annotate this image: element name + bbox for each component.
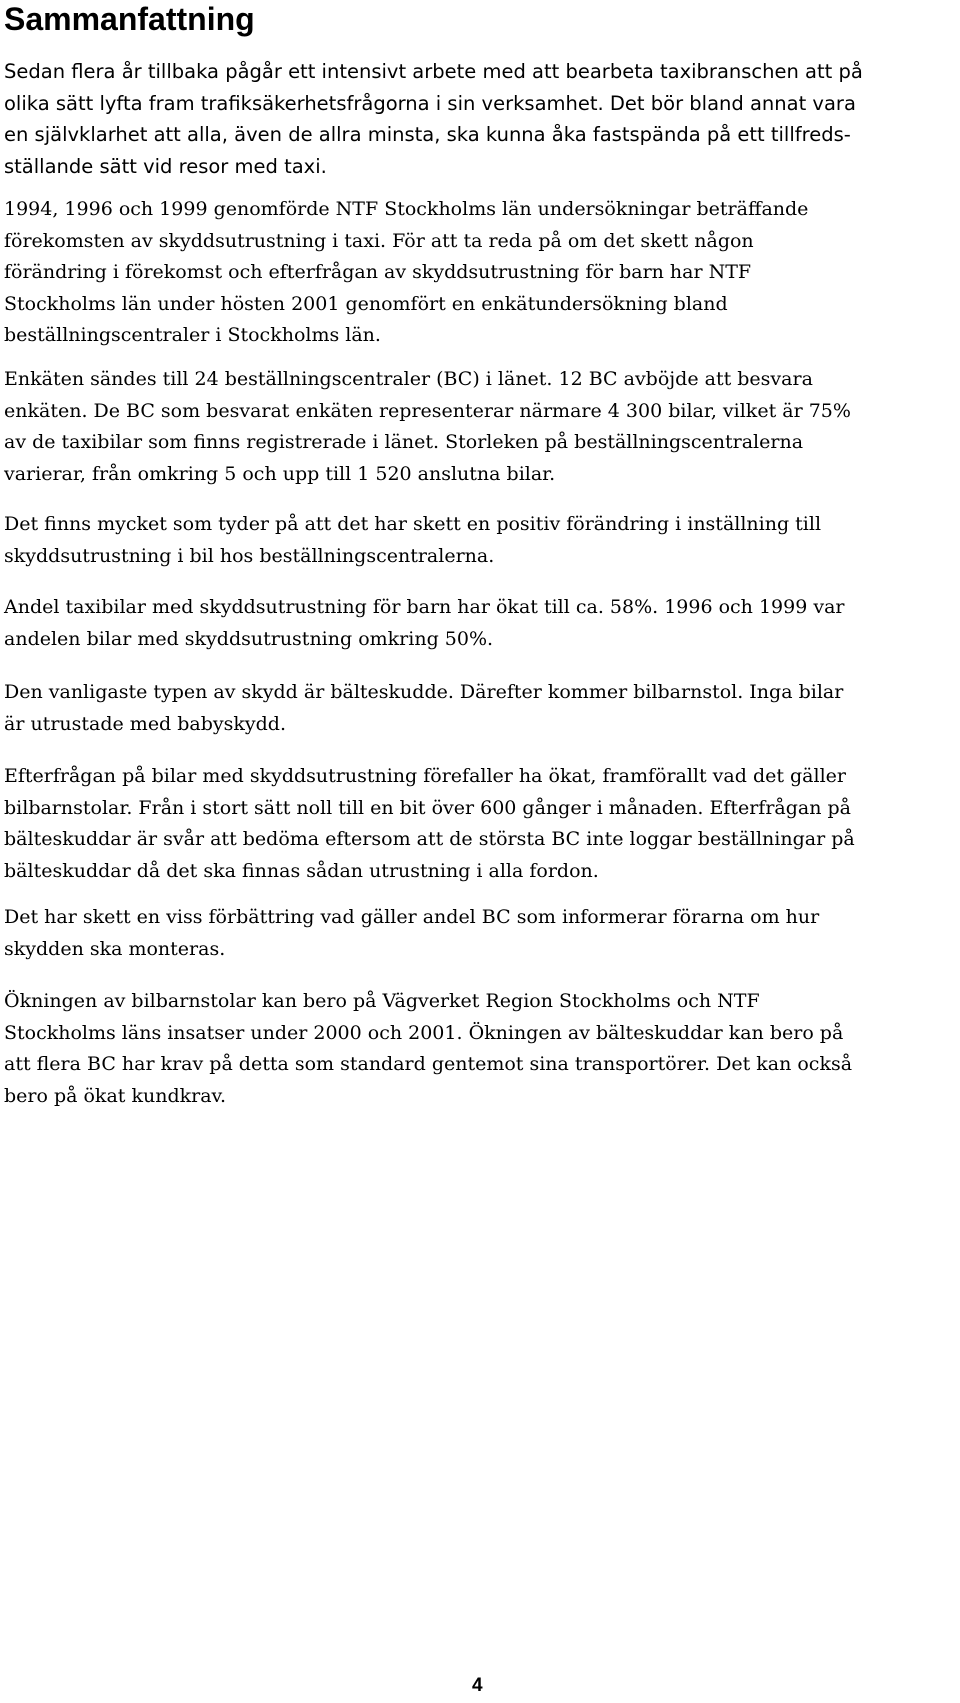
paragraph-line: bälteskuddar då det ska finnas sådan utrustning i alla fordon. bbox=[4, 859, 599, 882]
paragraph-line: förändring i förekomst och efterfrågan av skyddsutrustning för barn har NTF bbox=[4, 261, 752, 283]
paragraph-positive-change bbox=[4, 509, 952, 572]
paragraph-line: varierar, från omkring 5 och upp till 1 520 anslutna bilar. bbox=[4, 462, 556, 485]
paragraph-surveys bbox=[4, 194, 952, 352]
paragraph-line: Det har skett en viss förbättring vad gäller andel BC som informerar förarna om hur bbox=[4, 906, 820, 928]
paragraph-line: Den vanligaste typen av skydd är bälteskudde. Därefter kommer bilbarnstol. Inga bilar bbox=[4, 681, 844, 703]
paragraph-line: olika sätt lyfta fram trafiksäkerhetsfrågorna i sin verksamhet. Det bör bland annat vara bbox=[4, 91, 856, 115]
paragraph-line: 1994, 1996 och 1999 genomförde NTF Stockholms län undersökningar beträffande bbox=[4, 198, 809, 220]
paragraph-line: skydden ska monteras. bbox=[4, 937, 226, 960]
paragraph-line: bero på ökat kundkrav. bbox=[4, 1084, 227, 1107]
paragraph-line: Efterfrågan på bilar med skyddsutrustning förefaller ha ökat, framförallt vad det gäller bbox=[4, 765, 846, 787]
paragraph-line: ställande sätt vid resor med taxi. bbox=[4, 154, 327, 178]
paragraph-line: av de taxibilar som finns registrerade i länet. Storleken på beställningscentralerna bbox=[4, 431, 804, 453]
paragraph-line: Det finns mycket som tyder på att det har skett en positiv förändring i inställning till bbox=[4, 513, 822, 535]
paragraph-line: Stockholms läns insatser under 2000 och 2001. Ökningen av bälteskuddar kan bero på bbox=[4, 1021, 844, 1044]
paragraph-information bbox=[4, 902, 952, 965]
paragraph-intro bbox=[4, 56, 952, 182]
paragraph-line: är utrustade med babyskydd. bbox=[4, 712, 287, 735]
paragraph-line: enkäten. De BC som besvarat enkäten representerar närmare 4 300 bilar, vilket är 75% bbox=[4, 399, 851, 422]
paragraph-line: Andel taxibilar med skyddsutrustning för barn har ökat till ca. 58%. 1996 och 1999 var bbox=[4, 596, 845, 618]
paragraph-questionnaire bbox=[4, 364, 952, 490]
paragraph-line: Enkäten sändes till 24 beställningscentraler (BC) i länet. 12 BC avböjde att besvara bbox=[4, 368, 813, 390]
page-number: 4 bbox=[472, 1675, 483, 1696]
paragraph-line: förekomsten av skyddsutrustning i taxi. För att ta reda på om det skett någon bbox=[4, 229, 754, 252]
paragraph-line: bilbarnstolar. Från i stort sätt noll till en bit över 600 gånger i månaden. Efterfrågan på bbox=[4, 796, 852, 819]
paragraph-line: en självklarhet att alla, även de allra minsta, ska kunna åka fastspända på ett tillfreds- bbox=[4, 123, 851, 146]
paragraph-line: Stockholms län under hösten 2001 genomfört en enkätundersökning bland bbox=[4, 292, 728, 315]
paragraph-line: Ökningen av bilbarnstolar kan bero på Vägverket Region Stockholms och NTF bbox=[4, 990, 760, 1012]
paragraph-increase bbox=[4, 986, 952, 1112]
paragraph-line: beställningscentraler i Stockholms län. bbox=[4, 324, 381, 346]
paragraph-common-type bbox=[4, 677, 952, 740]
page-title: Sammanfattning bbox=[4, 1, 255, 37]
paragraph-demand bbox=[4, 761, 952, 887]
paragraph-line: bälteskuddar är svår att bedöma eftersom att de största BC inte loggar beställningar på bbox=[4, 828, 855, 850]
paragraph-line: att flera BC har krav på detta som standard gentemot sina transportörer. Det kan också bbox=[4, 1053, 853, 1075]
paragraph-line: skyddsutrustning i bil hos beställningscentralerna. bbox=[4, 544, 495, 567]
paragraph-line: Sedan flera år tillbaka pågår ett intensivt arbete med att bearbeta taxibranschen att på bbox=[4, 60, 863, 83]
paragraph-line: andelen bilar med skyddsutrustning omkring 50%. bbox=[4, 627, 494, 650]
paragraph-share bbox=[4, 592, 952, 655]
